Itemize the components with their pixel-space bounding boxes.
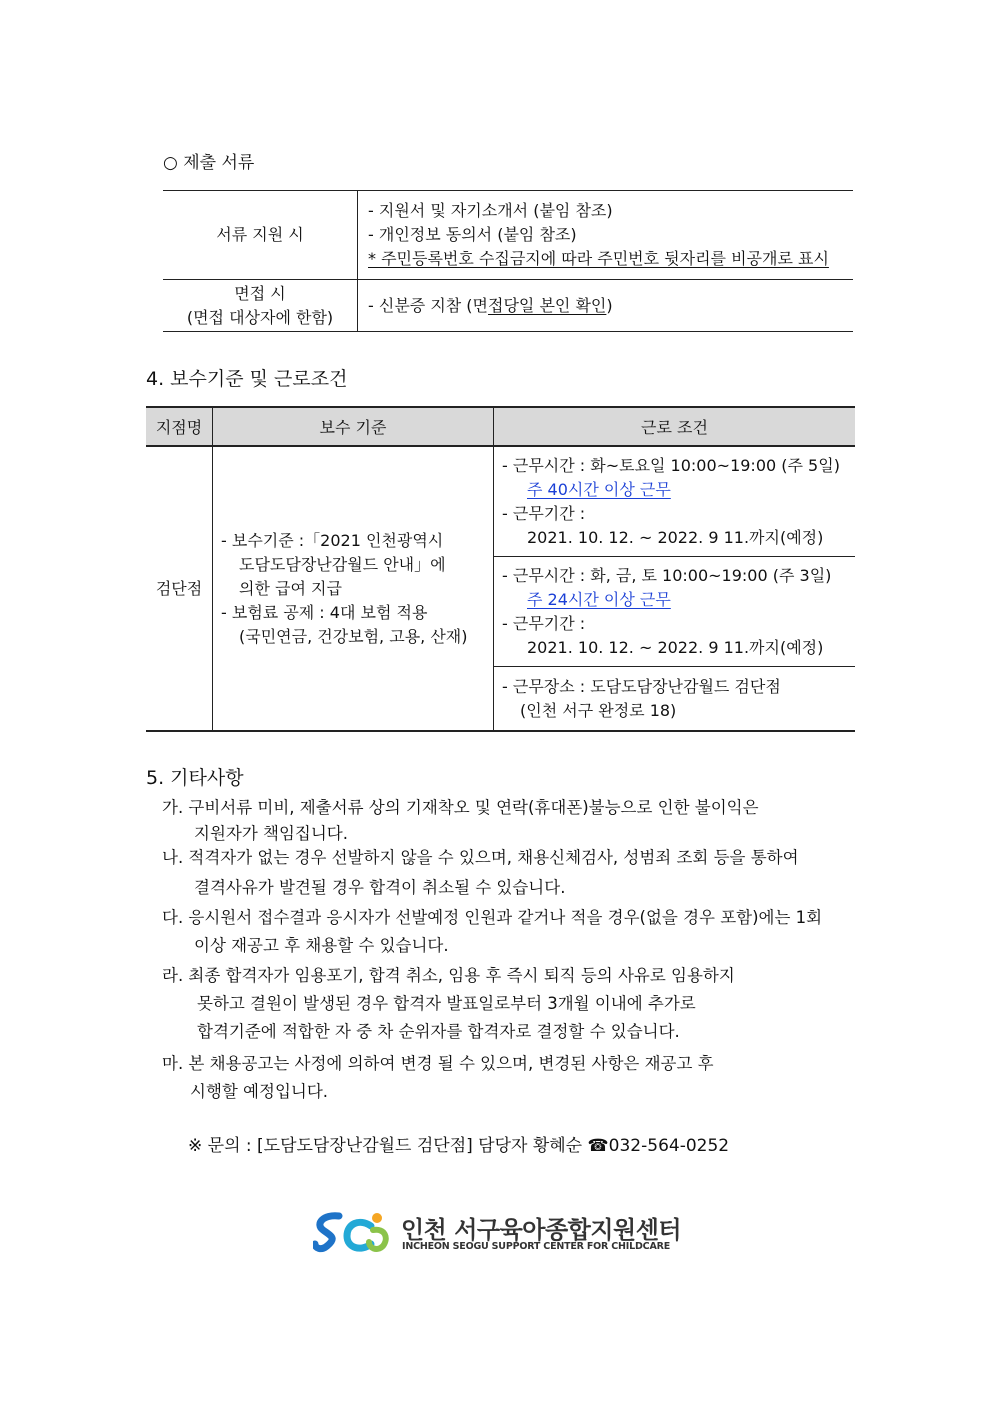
col-header-pay: 보수 기준 (213, 407, 494, 446)
notice-line: 이상 재공고 후 채용할 수 있습니다. (194, 936, 449, 955)
notice-line: 못하고 결원이 발생된 경우 합격자 발표일로부터 3개월 이내에 추가로 (197, 994, 696, 1013)
work-address: (인천 서구 완정로 18) (520, 700, 677, 720)
notice-line: 나. 적격자가 없는 경우 선발하지 않을 수 있으며, 채용신체검사, 성범죄 조회 등을 통하여 (162, 848, 799, 867)
notice-line: 합격기준에 적합한 자 중 차 순위자를 합격자로 결정할 수 있습니다. (197, 1022, 680, 1041)
footer-logo (313, 1210, 693, 1258)
notice-line: 시행할 예정입니다. (190, 1082, 329, 1101)
work-period-label: - 근무기간 : (502, 613, 586, 633)
notice-line: 라. 최종 합격자가 임용포기, 합격 취소, 임용 후 즉시 퇴직 등의 사유로 임용하지 (162, 966, 735, 985)
table-row (146, 446, 855, 557)
notice-item (162, 846, 799, 900)
work-place-cell (494, 667, 856, 732)
branch-cell: 검단점 (146, 446, 213, 731)
pay-cell (213, 446, 494, 731)
notice-line: 마. 본 채용공고는 사정에 의하여 변경 될 수 있으며, 변경된 사항은 재공고 후 (162, 1054, 714, 1073)
docs-value-prefix: - 신분증 지참 (면 (368, 295, 489, 315)
notice-line: 가. 구비서류 미비, 제출서류 상의 기재착오 및 연락(휴대폰)불능으로 인한 불이익은 (162, 798, 759, 817)
table-header-row (146, 407, 855, 446)
work-hours: 주 24시간 이상 근무 (527, 589, 671, 609)
docs-line: - 지원서 및 자기소개서 (붙임 참조) (368, 201, 613, 220)
notice-item (162, 796, 759, 846)
work-period-label: - 근무기간 : (502, 503, 586, 523)
work-time: - 근무시간 : 화, 금, 토 10:00~19:00 (주 3일) (502, 565, 832, 585)
notice-item (162, 906, 822, 958)
section4-title: 4. 보수기준 및 근로조건 (146, 368, 348, 390)
pay-line: - 보수기준 :「2021 인천광역시 (221, 530, 444, 550)
notice-line: 다. 응시원서 접수결과 응시자가 선발예정 인원과 같거나 적을 경우(없을 경우 포함)에는 1회 (162, 908, 823, 927)
notice-line: 지원자가 책임집니다. (194, 824, 348, 843)
table-row (163, 191, 853, 280)
col-header-work: 근로 조건 (494, 407, 856, 446)
notice-line: 결격사유가 발견될 경우 합격이 취소될 수 있습니다. (194, 878, 566, 897)
submission-heading: ○ 제출 서류 (163, 153, 255, 173)
pay-table (146, 406, 855, 732)
docs-value-suffix: ) (606, 295, 613, 315)
work-hours: 주 40시간 이상 근무 (527, 479, 671, 499)
docs-label-2a: 면접 시 (234, 283, 286, 303)
org-name-ko: 인천 서구육아종합지원센터 (401, 1216, 682, 1244)
pay-line: 의한 급여 지급 (239, 578, 342, 598)
docs-label-1: 서류 지원 시 (163, 191, 358, 280)
docs-label-2b: (면접 대상자에 한함) (186, 307, 334, 327)
notice-item (162, 964, 735, 1044)
work-period: 2021. 10. 12. ~ 2022. 9 11.까지(예정) (527, 637, 824, 657)
logo-mark-icon (313, 1210, 393, 1256)
table-row (163, 280, 853, 332)
org-name-en: INCHEON SEOGU SUPPORT CENTER FOR CHILDCARE (402, 1241, 671, 1252)
col-header-branch: 지점명 (146, 407, 213, 446)
contact-line: ※ 문의 : [도담도담장난감월드 검단점] 담당자 황혜순 ☎032-564-0252 (188, 1136, 730, 1156)
pay-line: 도담도담장난감월드 안내」에 (239, 554, 446, 574)
pay-line: (국민연금, 건강보험, 고용, 산재) (239, 626, 468, 646)
docs-line: - 개인정보 동의서 (붙임 참조) (368, 225, 577, 244)
pay-line: - 보험료 공제 : 4대 보험 적용 (221, 602, 428, 622)
work-time: - 근무시간 : 화~토요일 10:00~19:00 (주 5일) (502, 455, 840, 475)
docs-note: * 주민등록번호 수집금지에 따라 주민번호 뒷자리를 비공개로 표시 (368, 249, 829, 268)
section5-title: 5. 기타사항 (146, 767, 244, 789)
notice-item (162, 1052, 714, 1104)
work-cell-2 (494, 557, 856, 667)
work-place: - 근무장소 : 도담도담장난감월드 검단점 (502, 676, 781, 696)
docs-value-underlined: 접당일 본인 확인 (488, 295, 607, 315)
work-cell-1 (494, 446, 856, 557)
work-period: 2021. 10. 12. ~ 2022. 9 11.까지(예정) (527, 527, 824, 547)
submission-table (163, 190, 853, 332)
